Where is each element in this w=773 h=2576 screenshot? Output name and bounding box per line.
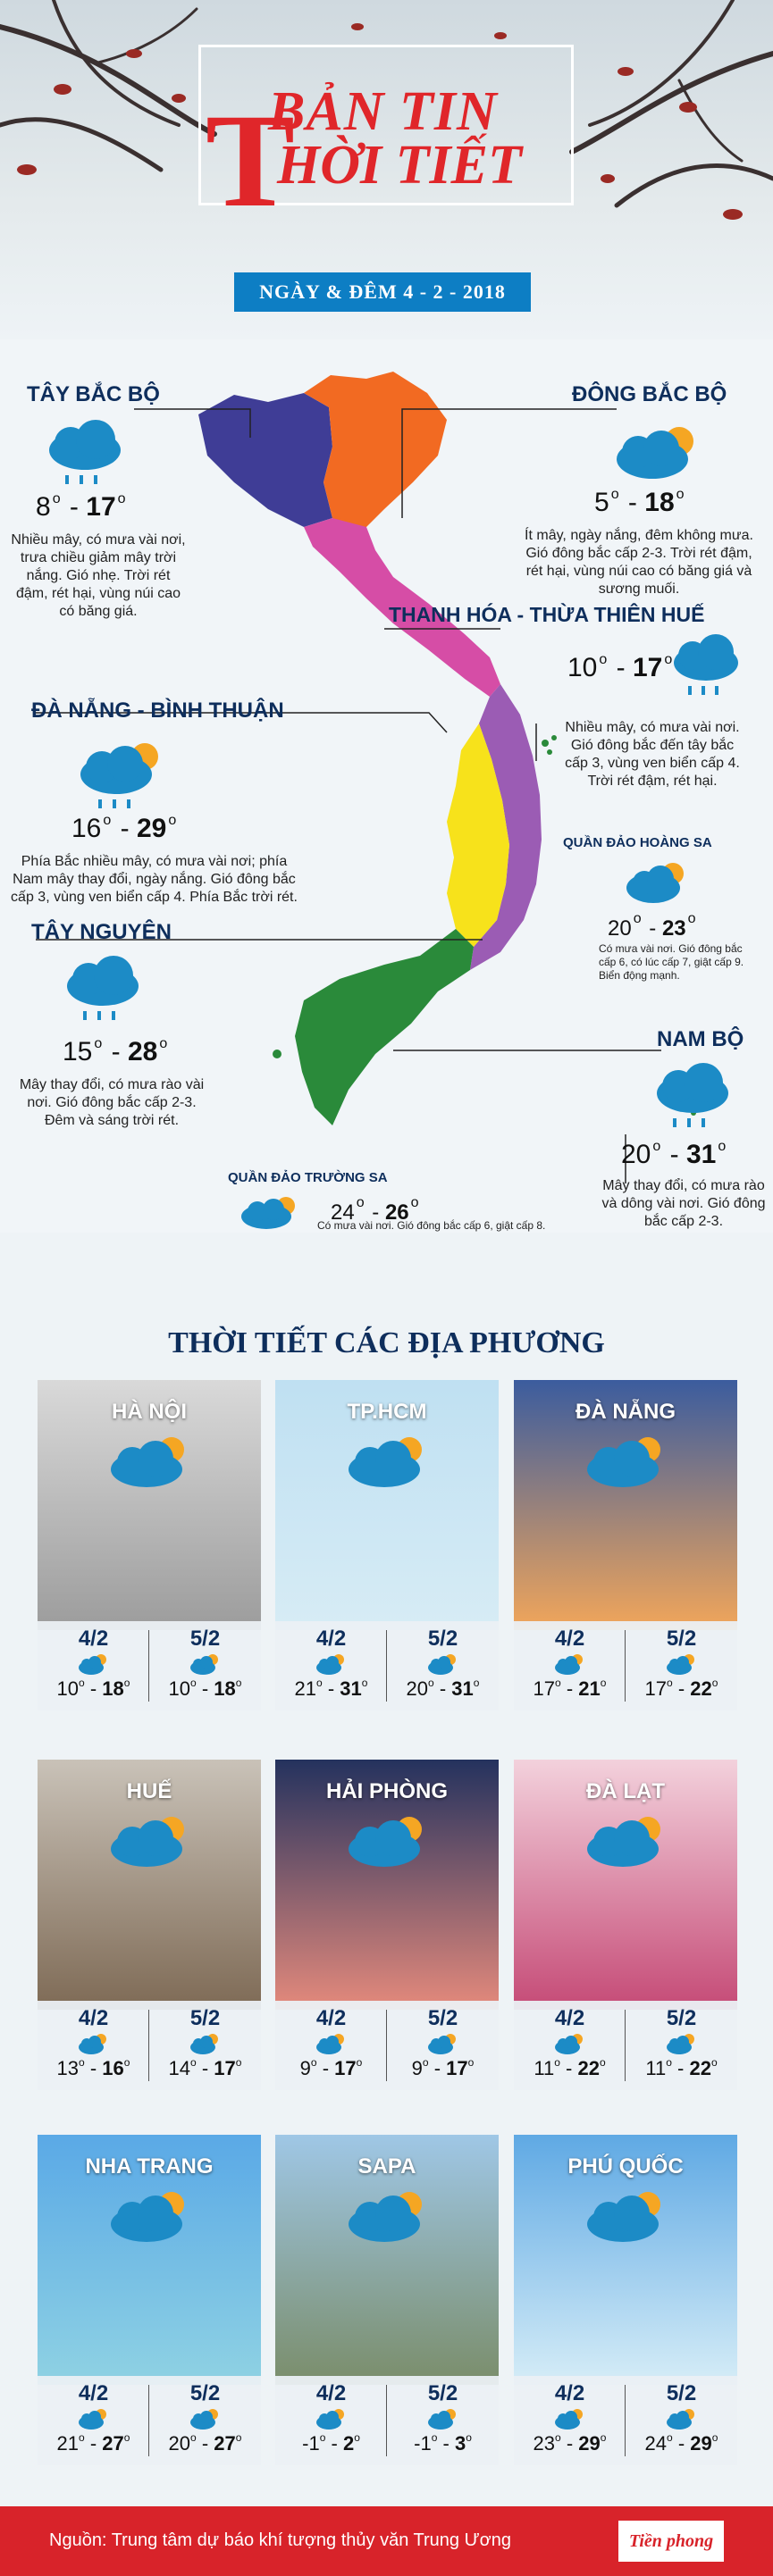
day-label: 4/2 <box>78 2006 109 2030</box>
day-label: 4/2 <box>554 1627 585 1651</box>
city-temp-day1: 23$^o$ - 29$^o$ <box>533 2431 607 2455</box>
region-title-nam-bo: NAM BỘ <box>657 1027 744 1051</box>
city-temp-day2: 24$^o$ - 29$^o$ <box>644 2431 718 2455</box>
region-title-da-nang: ĐÀ NẴNG - BÌNH THUẬN <box>31 698 284 723</box>
temp-tay-bac: 8 $^o$ - 17 $^o$ <box>36 491 126 522</box>
city-temp-day2: 14$^o$ - 17$^o$ <box>168 2056 242 2079</box>
cloud-rain-icon <box>666 634 746 707</box>
city-card <box>38 1760 261 2090</box>
day-label: 5/2 <box>427 2381 458 2405</box>
city-temp-day1: 9$^o$ - 17$^o$ <box>299 2056 363 2079</box>
city-forecast <box>275 1621 499 1710</box>
title-big-letter: T <box>206 87 296 235</box>
header-banner <box>0 0 773 339</box>
day-label: 5/2 <box>427 2006 458 2030</box>
sun-cloud-icon <box>621 857 693 916</box>
temp-nam-bo: 20 $^o$ - 31 $^o$ <box>621 1139 727 1169</box>
map-region-tay-bac <box>198 393 332 527</box>
map-region-nam-bo <box>295 929 474 1125</box>
city-forecast <box>38 1621 261 1710</box>
temp-dong-bac: 5 $^o$ - 18 $^o$ <box>594 487 685 517</box>
city-name: HUẾ <box>126 1779 172 1803</box>
day-label: 4/2 <box>315 1627 347 1651</box>
day-label: 4/2 <box>78 1627 109 1651</box>
sun-cloud-rain-icon <box>71 737 170 818</box>
city-forecast <box>514 1621 737 1710</box>
desc-thanh-hoa: Nhiều mây, có mưa vài nơi. Gió đông bắc đến tây bắc cấp 3, vùng ven biển cấp 4. Trời rét đậm, rét hại. <box>565 720 740 789</box>
region-title-tay-bac: TÂY BẮC BỘ <box>27 382 160 406</box>
sun-cloud-icon <box>576 2188 675 2255</box>
day-label: 5/2 <box>189 1627 221 1651</box>
region-title-dong-bac: ĐÔNG BẮC BỘ <box>572 382 727 406</box>
city-card <box>275 1760 499 2090</box>
city-name: HÀ NỘI <box>112 1400 187 1424</box>
city-temp-day2: 17$^o$ - 22$^o$ <box>644 1677 718 1700</box>
sun-cloud-icon <box>100 1813 198 1880</box>
desc-da-nang: Phía Bắc nhiều mây, có mưa vài nơi; phía Nam mây thay đổi, ngày nắng. Gió đông bắc cấp 3, vùng ven biển cấp 4. Phía Bắc trời rét. <box>11 854 298 905</box>
cloud-rain-icon <box>40 420 130 496</box>
city-name: NHA TRANG <box>85 2154 214 2179</box>
city-temp-day1: 21$^o$ - 27$^o$ <box>56 2431 130 2455</box>
city-temp-day1: 13$^o$ - 16$^o$ <box>56 2056 130 2079</box>
city-name: ĐÀ LẠT <box>586 1779 665 1803</box>
city-card <box>275 1380 499 1710</box>
city-forecast <box>38 2376 261 2465</box>
desc-truong-sa: Có mưa vài nơi. Gió đông bắc cấp 6, giật cấp 8. <box>317 1219 546 1232</box>
city-temp-day2: 11$^o$ - 22$^o$ <box>645 2056 718 2079</box>
day-label: 4/2 <box>315 2381 347 2405</box>
cloud-rain-icon <box>648 1063 737 1139</box>
title-line-2: HỜI TIẾT <box>277 135 522 196</box>
city-name: ĐÀ NẴNG <box>576 1400 676 1424</box>
city-card <box>275 2135 499 2465</box>
sun-cloud-icon <box>338 2188 436 2255</box>
region-title-hoang-sa: QUẦN ĐẢO HOÀNG SA <box>563 835 712 850</box>
footer <box>0 2506 773 2576</box>
sun-cloud-icon <box>338 1813 436 1880</box>
city-temp-day1: 17$^o$ - 21$^o$ <box>533 1677 607 1700</box>
city-temp-day1: 10$^o$ - 18$^o$ <box>56 1677 130 1700</box>
temp-truong-sa: 24 $^o$ - 26 $^o$ <box>331 1195 419 1225</box>
date-bar: NGÀY & ĐÊM 4 - 2 - 2018 <box>234 272 531 312</box>
day-label: 4/2 <box>554 2381 585 2405</box>
temp-hoang-sa: 20 $^o$ - 23 $^o$ <box>608 911 696 941</box>
city-temp-day2: 9$^o$ - 17$^o$ <box>411 2056 475 2079</box>
source-text: Nguồn: Trung tâm dự báo khí tượng thủy văn Trung Ương <box>49 2530 512 2550</box>
city-temp-day1: 21$^o$ - 31$^o$ <box>294 1677 368 1700</box>
city-name: PHÚ QUỐC <box>567 2154 684 2179</box>
city-name: SAPA <box>357 2154 416 2179</box>
city-temp-day1: -1$^o$ - 2$^o$ <box>302 2431 360 2455</box>
day-label: 4/2 <box>315 2006 347 2030</box>
region-title-tay-nguyen: TÂY NGUYÊN <box>31 920 172 944</box>
day-label: 5/2 <box>427 1627 458 1651</box>
city-card <box>514 2135 737 2465</box>
city-card <box>38 1380 261 1710</box>
city-card <box>38 2135 261 2465</box>
title-line-1: BẢN TIN <box>268 81 498 142</box>
city-forecast <box>275 2376 499 2465</box>
city-temp-day2: -1$^o$ - 3$^o$ <box>414 2431 472 2455</box>
day-label: 5/2 <box>666 2006 697 2030</box>
cities-section-title: THỜI TIẾT CÁC ĐỊA PHƯƠNG <box>168 1326 605 1359</box>
city-name: TP.HCM <box>347 1400 427 1424</box>
sun-cloud-icon <box>100 1434 198 1501</box>
region-title-truong-sa: QUẦN ĐẢO TRƯỜNG SA <box>228 1170 388 1185</box>
sun-cloud-icon <box>100 2188 198 2255</box>
sun-cloud-rain-icon <box>234 1197 306 1237</box>
sun-cloud-icon <box>338 1434 436 1501</box>
day-label: 5/2 <box>189 2381 221 2405</box>
city-temp-day2: 20$^o$ - 27$^o$ <box>168 2431 242 2455</box>
city-forecast <box>514 2001 737 2090</box>
cloud-rain-icon <box>58 956 147 1032</box>
desc-tay-nguyen: Mây thay đổi, có mưa rào vài nơi. Gió đông bắc cấp 2-3. Đêm và sáng trời rét. <box>19 1077 205 1128</box>
temp-da-nang: 16 $^o$ - 29 $^o$ <box>71 813 177 843</box>
city-card <box>514 1380 737 1710</box>
temp-thanh-hoa: 10 $^o$ - 17 $^o$ <box>567 652 673 682</box>
sun-cloud-icon <box>608 420 706 496</box>
region-title-thanh-hoa: THANH HÓA - THỪA THIÊN HUẾ <box>389 603 705 626</box>
city-card <box>514 1760 737 2090</box>
desc-nam-bo: Mây thay đổi, có mưa rào và dông vài nơi. Gió đông bắc cấp 2-3. <box>601 1178 766 1229</box>
city-temp-day1: 11$^o$ - 22$^o$ <box>534 2056 606 2079</box>
desc-dong-bac: Ít mây, ngày nắng, đêm không mưa. Gió đông bắc cấp 2-3. Trời rét đậm, rét hại, vùng núi cao có băng giá và sương muối. <box>525 528 753 597</box>
map-section <box>0 339 773 1233</box>
day-label: 5/2 <box>666 1627 697 1651</box>
day-label: 4/2 <box>78 2381 109 2405</box>
city-temp-day2: 20$^o$ - 31$^o$ <box>406 1677 480 1700</box>
desc-tay-bac: Nhiều mây, có mưa vài nơi, trưa chiều giảm mây trời nắng. Gió nhẹ. Trời rét đậm, rét hại, vùng núi cao có băng giá. <box>11 532 186 619</box>
city-forecast <box>514 2376 737 2465</box>
day-label: 5/2 <box>189 2006 221 2030</box>
sun-cloud-icon <box>576 1813 675 1880</box>
city-name: HẢI PHÒNG <box>325 1779 448 1803</box>
city-forecast <box>275 2001 499 2090</box>
day-label: 5/2 <box>666 2381 697 2405</box>
day-label: 4/2 <box>554 2006 585 2030</box>
city-forecast <box>38 2001 261 2090</box>
city-temp-day2: 10$^o$ - 18$^o$ <box>168 1677 242 1700</box>
temp-tay-nguyen: 15 $^o$ - 28 $^o$ <box>63 1036 168 1066</box>
tien-phong-logo: Tiền phong <box>618 2521 724 2562</box>
desc-hoang-sa: Có mưa vài nơi. Gió đông bắc cấp 6, có lúc cấp 7, giật cấp 9. Biển động mạnh. <box>599 942 744 982</box>
sun-cloud-icon <box>576 1434 675 1501</box>
